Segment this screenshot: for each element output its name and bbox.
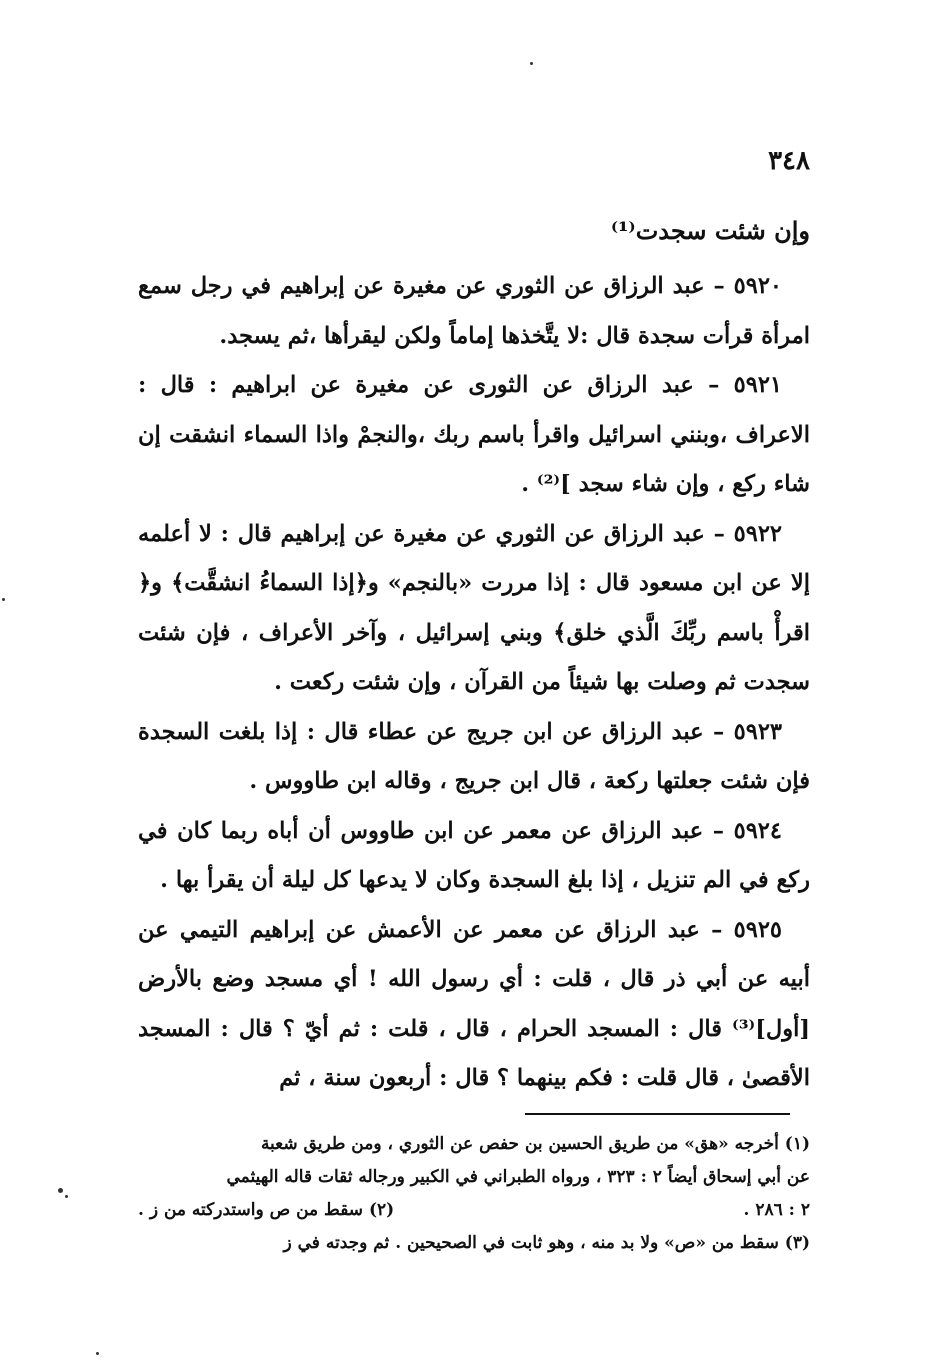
footnote-separator [525,1113,790,1115]
footnote-1-line-2: عن أبي إسحاق أيضاً ٢ : ٣٢٣ ، ورواه الطبراني في الكبير ورجاله ثقات قاله الهيثمي [226,1167,810,1187]
scan-speck [58,1188,63,1193]
entry-number: ٥٩٢٢ [733,520,782,547]
footnotes [138,1128,810,1260]
hadith-entry: ٥٩٢٥ – عبد الرزاق عن معمر عن الأعمش عن إبراهيم التيمي عن أبيه عن أبي ذر قال ، قلت : أي رسول الله ! أي مسجد وضع بالأرض [أول]⁽³⁾ قال : المسجد الحرام ، قال ، قلت : ثم أيّ ؟ قال : المسجد الأقصىٰ ، قال قلت : فكم بينهما ؟ قال : أربعون سنة ، ثم [138,916,811,1091]
footnote-row [138,1194,810,1227]
entry-text: عبد الرزاق عن ابن جريج عن عطاء قال : إذا بلغت السجدة فإن شئت جعلتها ركعة ، قال ابن جريج ، وقاله ابن طاووس . [138,718,810,794]
footnote-1-line-3: ٢ : ٢٨٦ . [743,1200,810,1220]
entry-number: ٥٩٢٥ [733,916,783,943]
hadith-entry: ٥٩٢٢ – عبد الرزاق عن الثوري عن مغيرة عن إبراهيم قال : لا أعلمه إلا عن ابن مسعود قال : إذا مررت «بالنجم» و﴿إذا السماءُ انشقَّت﴾ و﴿ اقرأْ باسم ربِّكَ الَّذي خلق﴾ وبني إسرائيل ، وآخر الأعراف ، فإن شئت سجدت ثم وصلت بها شيئاً من القرآن ، وإن شئت ركعت . [138,520,810,695]
entry-number: ٥٩٢١ [733,372,782,398]
entry-text: عبد الرزاق عن الثوري عن مغيرة عن إبراهيم في رجل سمع امرأة قرأت سجدة قال :لا يتَّخذها إماماً ولكن ليقرأها ،ثم يسجد. [138,273,810,349]
entry-text: عبد الرزاق عن معمر عن ابن طاووس أن أباه ربما كان في ركع في الم تنزيل ، إذا بلغ السجدة وكان لا يدعها كل ليلة أن يقرأ بها . [138,817,810,893]
footnote-3: (٣) سقط من «ص» ولا بد منه ، وهو ثابت في الصحيحين . ثم وجدته في ز [283,1233,810,1253]
hadith-entry: ٥٩٢٤ – عبد الرزاق عن معمر عن ابن طاووس أن أباه ربما كان في ركع في الم تنزيل ، إذا بلغ السجدة وكان لا يدعها كل ليلة أن يقرأ بها . [138,817,810,893]
entry-number: ٥٩٢٠ [733,273,782,299]
page-number: ٣٤٨ [768,146,810,176]
entry-text: عبد الرزاق عن معمر عن الأعمش عن إبراهيم التيمي عن أبيه عن أبي ذر قال ، قلت : أي رسول الله ! أي مسجد وضع بالأرض [أول]⁽³⁾ قال : المسجد الحرام ، قال ، قلت : ثم أيّ ؟ قال : المسجد الأقصىٰ ، قال قلت : فكم بينهما ؟ قال : أربعون سنة ، ثم [138,916,811,1091]
scan-speck [530,62,533,65]
entry-text: عبد الرزاق عن الثورى عن مغيرة عن ابراهيم : قال : الاعراف ،وبنني اسرائيل واقرأ باسم ربك ،والنجمْ واذا السماء انشقت إن شاء ركع ، وإن شاء سجد ]⁽²⁾ . [138,372,810,497]
section-heading: وإن شئت سجدت⁽¹⁾ [610,216,810,245]
scan-speck [2,598,5,601]
scan-speck [96,1352,99,1355]
hadith-entry: ٥٩٢٣ – عبد الرزاق عن ابن جريج عن عطاء قال : إذا بلغت السجدة فإن شئت جعلتها ركعة ، قال ابن جريج ، وقاله ابن طاووس . [138,718,810,794]
scan-speck [65,1195,68,1198]
entry-number: ٥٩٢٣ [733,718,782,745]
hadith-entries [138,262,810,1104]
footnote-1-line-1: (١) أخرجه «هق» من طريق الحسين بن حفص عن الثوري ، ومن طريق شعبة [260,1134,810,1154]
entry-number: ٥٩٢٤ [733,817,782,844]
hadith-entry: ٥٩٢٠ – عبد الرزاق عن الثوري عن مغيرة عن إبراهيم في رجل سمع امرأة قرأت سجدة قال :لا يتَّخذها إماماً ولكن ليقرأها ،ثم يسجد. [138,273,810,349]
hadith-entry: ٥٩٢١ – عبد الرزاق عن الثورى عن مغيرة عن ابراهيم : قال : الاعراف ،وبنني اسرائيل واقرأ باسم ربك ،والنجمْ واذا السماء انشقت إن شاء ركع ، وإن شاء سجد ]⁽²⁾ . [138,372,810,497]
footnote-2: (٢) سقط من ص واستدركته من ز . [138,1200,395,1220]
entry-text: عبد الرزاق عن الثوري عن مغيرة عن إبراهيم قال : لا أعلمه إلا عن ابن مسعود قال : إذا مررت «بالنجم» و﴿إذا السماءُ انشقَّت﴾ و﴿ اقرأْ باسم ربِّكَ الَّذي خلق﴾ وبني إسرائيل ، وآخر الأعراف ، فإن شئت سجدت ثم وصلت بها شيئاً من القرآن ، وإن شئت ركعت . [138,520,810,695]
